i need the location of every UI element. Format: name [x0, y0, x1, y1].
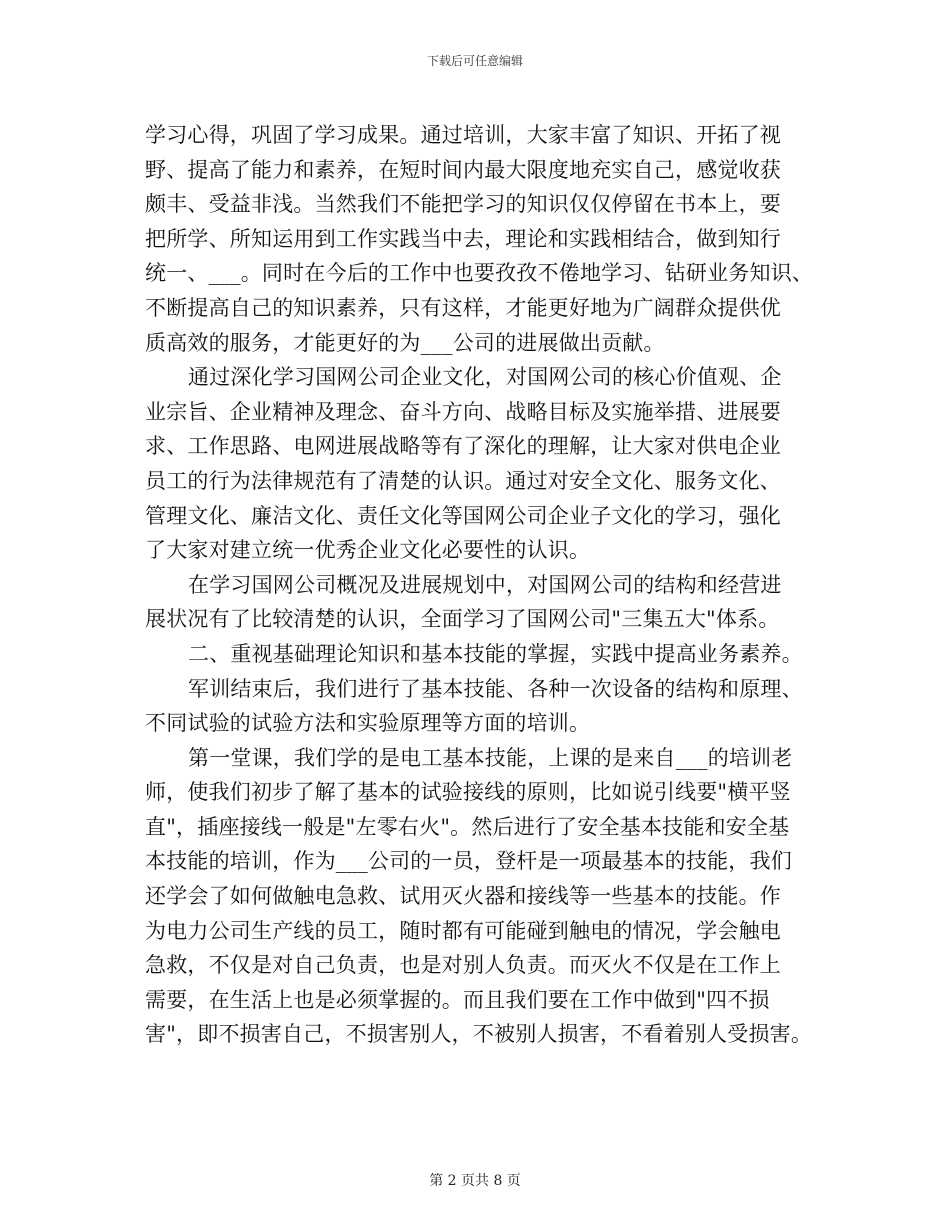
page-footer: 第 2 页共 8 页: [429, 1173, 521, 1189]
text-line: 颇丰、受益非浅。当然我们不能把学习的知识仅仅停留在书本上，要: [145, 192, 781, 217]
text-line: 本技能的培训，作为___公司的一员，登杆是一项最基本的技能，我们: [145, 849, 792, 874]
text-line: 直"，插座接线一般是"左零右火"。然后进行了安全基本技能和安全基: [145, 814, 790, 839]
text-line: 二、重视基础理论知识和基本技能的掌握，实践中提高业务素养。: [188, 641, 803, 666]
text-line: 质高效的服务，才能更好的为___公司的进展做出贡献。: [145, 330, 665, 355]
text-line: 通过深化学习国网公司企业文化，对国网公司的核心价值观、企: [188, 365, 782, 390]
text-line: 还学会了如何做触电急救、试用灭火器和接线等一些基本的技能。作: [145, 884, 781, 909]
text-line: 在学习国网公司概况及进展规划中，对国网公司的结构和经营进: [188, 572, 782, 597]
text-line: 急救，不仅是对自己负责，也是对别人负责。而灭火不仅是在工作上: [145, 953, 781, 978]
text-line: 害"，即不损害自己，不损害别人，不被别人损害，不看着别人受损害。: [145, 1022, 813, 1047]
text-line: 需要，在生活上也是必须掌握的。而且我们要在工作中做到"四不损: [145, 987, 770, 1012]
text-line: 师，使我们初步了解了基本的试验接线的原则，比如说引线要"横平竖: [145, 780, 791, 805]
text-line: 野、提高了能力和素养，在短时间内最大限度地充实自己，感觉收获: [145, 157, 781, 182]
text-line: 展状况有了比较清楚的认识，全面学习了国网公司"三集五大"体系。: [145, 607, 780, 632]
text-line: 为电力公司生产线的员工，随时都有可能碰到触电的情况，学会触电: [145, 918, 781, 943]
text-line: 求、工作思路、电网进展战略等有了深化的理解，让大家对供电企业: [145, 434, 781, 459]
text-line: 统一、___。同时在今后的工作中也要孜孜不倦地学习、钻研业务知识、: [145, 261, 814, 286]
text-line: 不同试验的试验方法和实验原理等方面的培训。: [145, 711, 591, 736]
page-header: 下载后可任意编辑: [426, 54, 523, 68]
text-line: 员工的行为法律规范有了清楚的认识。通过对安全文化、服务文化、: [145, 468, 781, 493]
text-line: 了大家对建立统一优秀企业文化必要性的认识。: [145, 538, 591, 563]
text-line: 军训结束后，我们进行了基本技能、各种一次设备的结构和原理、: [188, 676, 803, 701]
text-line: 学习心得，巩固了学习成果。通过培训，大家丰富了知识、开拓了视: [145, 123, 781, 147]
text-line: 第一堂课，我们学的是电工基本技能，上课的是来自___的培训老: [188, 745, 793, 770]
text-line: 业宗旨、企业精神及理念、奋斗方向、战略目标及实施举措、进展要: [145, 399, 781, 424]
document-body: [145, 118, 825, 1052]
text-line: 管理文化、廉洁文化、责任文化等国网公司企业子文化的学习，强化: [145, 503, 781, 528]
text-line: 不断提高自己的知识素养，只有这样，才能更好地为广阔群众提供优: [145, 295, 781, 320]
text-line: 把所学、所知运用到工作实践当中去，理论和实践相结合，做到知行: [145, 226, 781, 251]
